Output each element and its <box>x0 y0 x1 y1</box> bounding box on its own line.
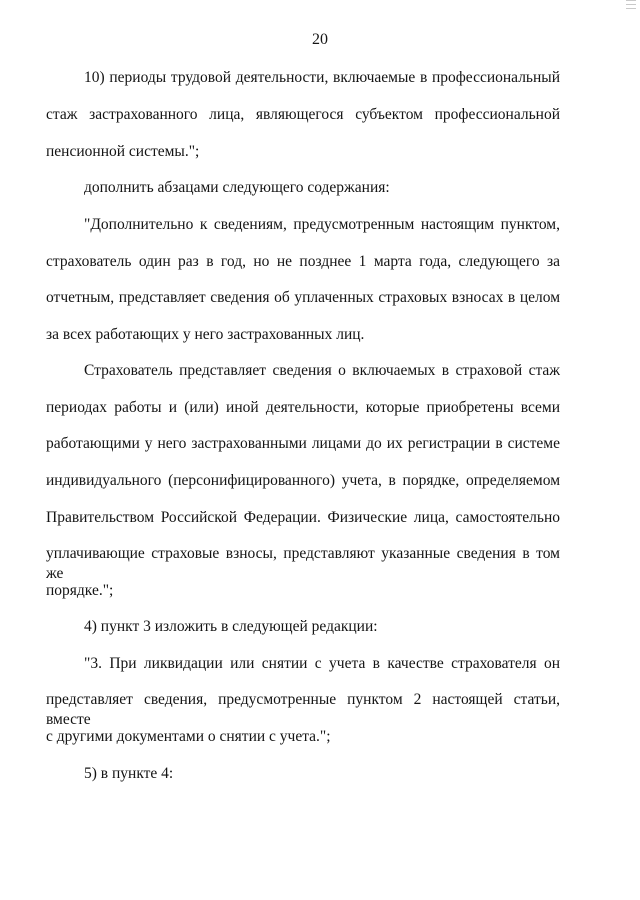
text-line: стаж застрахованного лица, являющегося субъектом профессиональной <box>46 106 560 123</box>
text-line: уплачивающие страховые взносы, представляют указанные сведения в том же <box>46 545 560 582</box>
text-line: дополнить абзацами следующего содержания: <box>84 179 390 196</box>
scan-corner-mark <box>626 0 636 12</box>
text-line: пенсионной системы."; <box>46 143 200 160</box>
text-line: отчетным, представляет сведения об уплаченных страховых взносах в целом <box>46 289 560 306</box>
text-line: Страхователь представляет сведения о включаемых в страховой стаж <box>84 362 560 379</box>
text-line: страхователь один раз в год, но не позднее 1 марта года, следующего за <box>46 253 560 270</box>
page-number: 20 <box>312 31 328 48</box>
text-line: работающими у него застрахованными лицами до их регистрации в системе <box>46 435 560 452</box>
text-line: индивидуального (персонифицированного) учета, в порядке, определяемом <box>46 472 560 489</box>
text-line: периодах работы и (или) иной деятельности, которые приобретены всеми <box>46 399 560 416</box>
text-line: "3. При ликвидации или снятии с учета в качестве страхователя он <box>84 655 560 672</box>
text-line: с другими документами о снятии с учета."; <box>46 728 331 745</box>
text-line: "Дополнительно к сведениям, предусмотренным настоящим пунктом, <box>84 216 560 233</box>
text-line: 4) пункт 3 изложить в следующей редакции: <box>84 618 378 635</box>
text-line: Правительством Российской Федерации. Физические лица, самостоятельно <box>46 509 560 526</box>
text-line: за всех работающих у него застрахованных лиц. <box>46 326 365 343</box>
text-line: 5) в пункте 4: <box>84 765 174 782</box>
text-line: представляет сведения, предусмотренные пунктом 2 настоящей статьи, вместе <box>46 691 560 728</box>
text-line: 10) периоды трудовой деятельности, включаемые в профессиональный <box>84 69 560 86</box>
text-line: порядке."; <box>46 582 114 599</box>
